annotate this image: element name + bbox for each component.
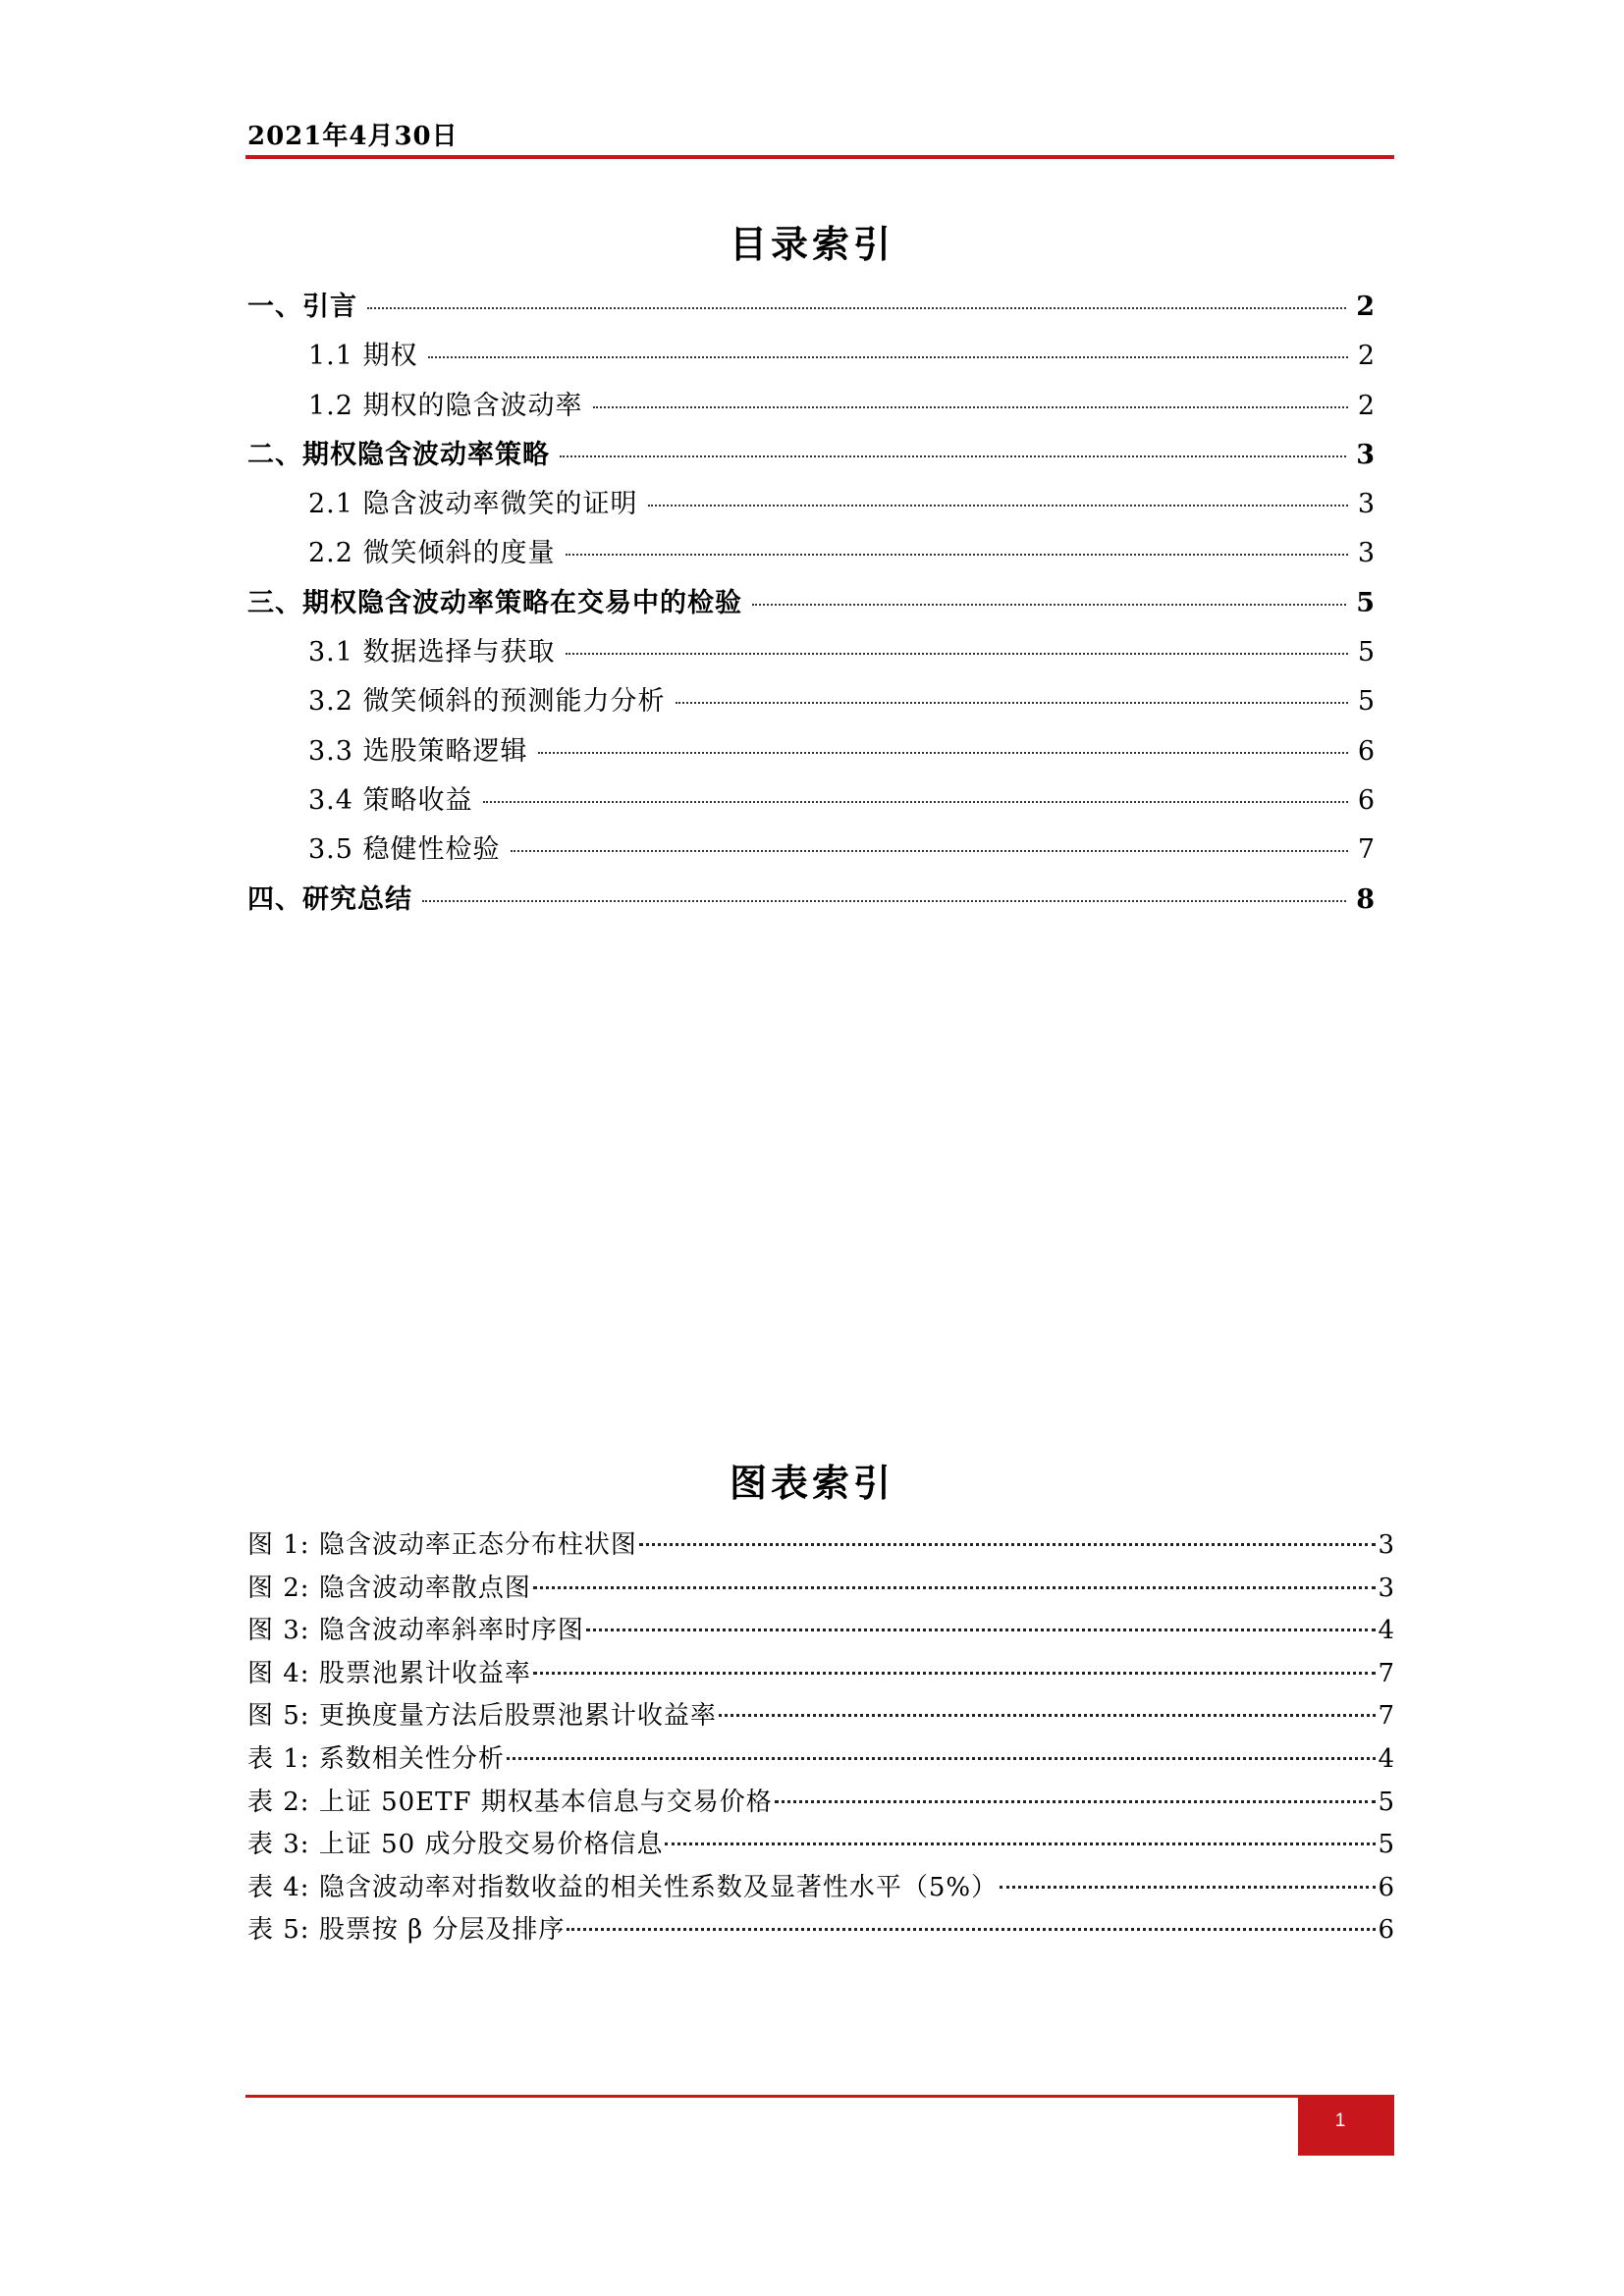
dot-leader (775, 1800, 1377, 1803)
figure-index-entry[interactable] (247, 1867, 1394, 1910)
entry-label: 图 1: 隐含波动率正态分布柱状图 (247, 1530, 637, 1560)
entry-label: 二、期权隐含波动率策略 (247, 439, 550, 470)
dot-leader (566, 554, 1348, 556)
toc-list (247, 285, 1375, 927)
entry-page-number: 7 (1378, 1701, 1394, 1732)
entry-page-number: 5 (1357, 686, 1375, 718)
entry-label: 1.2 期权的隐含波动率 (308, 390, 583, 421)
dot-leader (566, 653, 1348, 655)
dot-leader (752, 604, 1346, 606)
entry-label: 一、引言 (247, 292, 357, 322)
entry-page-number: 4 (1378, 1616, 1394, 1646)
entry-page-number: 2 (1357, 390, 1375, 421)
entry-page-number: 2 (1357, 341, 1375, 372)
figure-index-entry[interactable] (247, 1653, 1394, 1696)
entry-label: 3.1 数据选择与获取 (308, 637, 556, 668)
entry-page-number: 5 (1357, 637, 1375, 668)
figure-index-entry[interactable] (247, 1610, 1394, 1653)
dot-leader (639, 1543, 1377, 1546)
dot-leader (533, 1586, 1377, 1589)
toc-chapter-entry[interactable] (247, 285, 1375, 334)
entry-label: 图 5: 更换度量方法后股票池累计收益率 (247, 1701, 717, 1732)
entry-page-number: 5 (1378, 1830, 1394, 1860)
dot-leader (538, 752, 1348, 754)
figure-index-entry[interactable] (247, 1695, 1394, 1738)
entry-label: 表 4: 隐含波动率对指数收益的相关性系数及显著性水平（5%） (247, 1872, 999, 1902)
figure-index-entry[interactable] (247, 1524, 1394, 1568)
footer-divider (245, 2095, 1394, 2098)
dot-leader (586, 1629, 1377, 1631)
entry-label: 三、期权隐含波动率策略在交易中的检验 (247, 587, 742, 618)
page-number-badge (1298, 2095, 1394, 2156)
entry-label: 表 5: 股票按 β 分层及排序 (247, 1915, 566, 1946)
dot-leader (567, 1928, 1376, 1931)
entry-label: 2.1 隐含波动率微笑的证明 (308, 489, 638, 520)
entry-page-number: 5 (1356, 587, 1375, 618)
entry-label: 图 4: 股票池累计收益率 (247, 1658, 531, 1688)
page-number: 1 (1334, 2110, 1346, 2131)
dot-leader (1000, 1886, 1376, 1889)
dot-leader (648, 505, 1348, 507)
entry-page-number: 6 (1357, 735, 1375, 767)
toc-subsection-entry[interactable] (247, 679, 1375, 728)
entry-label: 四、研究总结 (247, 883, 412, 915)
entry-page-number: 8 (1356, 883, 1375, 915)
toc-title: 目录索引 (729, 222, 894, 266)
entry-page-number: 3 (1378, 1530, 1394, 1560)
figure-index-entry[interactable] (247, 1782, 1394, 1825)
entry-page-number: 6 (1378, 1915, 1394, 1946)
entry-page-number: 7 (1357, 834, 1375, 866)
dot-leader (533, 1672, 1377, 1675)
entry-page-number: 4 (1378, 1743, 1394, 1774)
entry-page-number: 6 (1378, 1872, 1394, 1902)
toc-chapter-entry[interactable] (247, 878, 1375, 927)
toc-subsection-entry[interactable] (247, 334, 1375, 383)
figure-index-list (247, 1524, 1394, 1952)
toc-chapter-entry[interactable] (247, 433, 1375, 482)
entry-page-number: 6 (1357, 784, 1375, 816)
dot-leader (428, 356, 1348, 358)
dot-leader (676, 702, 1348, 704)
entry-page-number: 3 (1356, 439, 1375, 470)
dot-leader (483, 801, 1348, 803)
entry-page-number: 3 (1357, 489, 1375, 520)
toc-subsection-entry[interactable] (247, 729, 1375, 778)
dot-leader (593, 406, 1348, 408)
entry-label: 3.4 策略收益 (308, 784, 473, 816)
figure-index-entry[interactable] (247, 1909, 1394, 1952)
entry-page-number: 7 (1378, 1658, 1394, 1688)
report-date: 2021年4月30日 (247, 122, 459, 151)
entry-label: 3.3 选股策略逻辑 (308, 735, 528, 767)
dot-leader (560, 455, 1346, 457)
toc-chapter-entry[interactable] (247, 581, 1375, 630)
dot-leader (422, 900, 1346, 902)
figure-index-entry[interactable] (247, 1824, 1394, 1867)
entry-page-number: 3 (1357, 538, 1375, 569)
entry-label: 图 2: 隐含波动率散点图 (247, 1573, 531, 1603)
figure-index-entry[interactable] (247, 1738, 1394, 1782)
entry-label: 表 2: 上证 50ETF 期权基本信息与交易价格 (247, 1787, 773, 1817)
entry-label: 1.1 期权 (308, 341, 418, 372)
entry-label: 图 3: 隐含波动率斜率时序图 (247, 1616, 584, 1646)
entry-label: 2.2 微笑倾斜的度量 (308, 538, 556, 569)
toc-subsection-entry[interactable] (247, 531, 1375, 580)
dot-leader (511, 850, 1348, 852)
dot-leader (719, 1714, 1377, 1717)
figure-index-title: 图表索引 (729, 1461, 894, 1505)
entry-page-number: 5 (1378, 1787, 1394, 1817)
toc-subsection-entry[interactable] (247, 384, 1375, 433)
toc-subsection-entry[interactable] (247, 482, 1375, 531)
entry-label: 表 3: 上证 50 成分股交易价格信息 (247, 1830, 664, 1860)
toc-subsection-entry[interactable] (247, 630, 1375, 679)
figure-index-entry[interactable] (247, 1568, 1394, 1611)
toc-subsection-entry[interactable] (247, 828, 1375, 877)
entry-label: 3.5 稳健性检验 (308, 834, 501, 866)
entry-page-number: 2 (1356, 292, 1375, 322)
dot-leader (367, 307, 1346, 309)
entry-label: 表 1: 系数相关性分析 (247, 1743, 505, 1774)
entry-page-number: 3 (1378, 1573, 1394, 1603)
dot-leader (507, 1757, 1377, 1760)
dot-leader (665, 1842, 1376, 1845)
toc-subsection-entry[interactable] (247, 778, 1375, 828)
header-divider (245, 155, 1394, 159)
entry-label: 3.2 微笑倾斜的预测能力分析 (308, 686, 666, 718)
